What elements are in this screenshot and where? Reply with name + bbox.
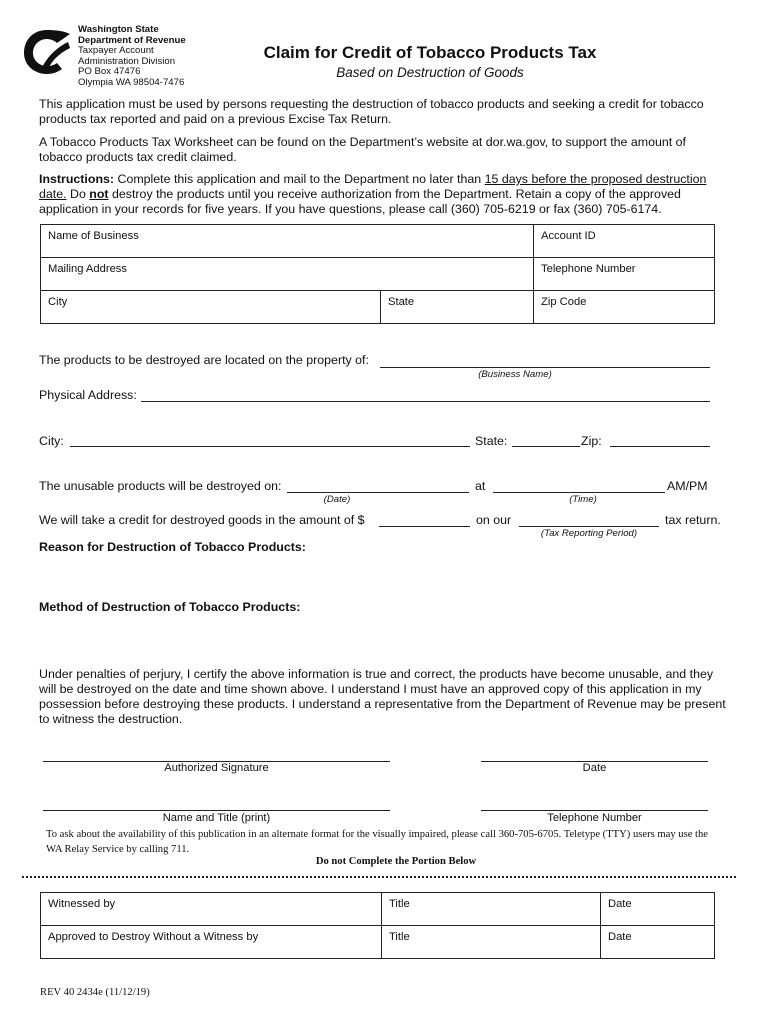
agency-state: Washington State: [78, 24, 159, 35]
method-heading: Method of Destruction of Tobacco Products:: [39, 600, 301, 614]
reason-heading: Reason for Destruction of Tobacco Products:: [39, 540, 306, 554]
destroy-date-field[interactable]: [287, 492, 469, 493]
instructions-text-3: destroy the products until you receive authorization from the Department. Retain a copy of the approved application in your records for five years. If you have questions, please call (360) 705-6219 or fax (360) 705-6174.: [39, 187, 681, 216]
mailing-address-cell[interactable]: [41, 258, 534, 291]
physical-address-field[interactable]: [141, 401, 710, 402]
instructions-paragraph: [39, 172, 729, 217]
intro-paragraph-1: This application must be used by persons requesting the destruction of tobacco products and seeking a credit for tobacco products tax reported and paid on a previous Excise Tax Return.: [39, 97, 704, 126]
business-name-caption: (Business Name): [478, 369, 552, 380]
agency-po-box: PO Box 47476: [78, 66, 141, 78]
approver-title-label: Title: [389, 931, 410, 943]
agency-division-1: Taxpayer Account: [78, 45, 154, 57]
signature-date-label: Date: [582, 762, 607, 774]
zip-code-label: Zip Code: [541, 296, 587, 308]
physical-address-label: Physical Address:: [39, 388, 137, 402]
form-number: REV 40 2434e (11/12/19): [40, 987, 150, 998]
approver-date-label: Date: [608, 931, 632, 943]
telephone-label: Telephone Number: [541, 263, 636, 275]
city-line-label: City:: [39, 434, 64, 448]
witnessed-by-label: Witnessed by: [48, 898, 116, 910]
instructions-not: not: [89, 187, 109, 201]
at-label: at: [475, 479, 486, 493]
city-field[interactable]: [70, 446, 470, 447]
property-of-label: The products to be destroyed are located on the property of:: [39, 353, 369, 367]
business-name-cell[interactable]: [41, 225, 534, 258]
account-id-label: Account ID: [541, 230, 596, 242]
tax-return-label: tax return.: [665, 513, 721, 527]
date-caption: (Date): [323, 494, 351, 505]
state-label: State: [388, 296, 415, 308]
agency-division-2: Administration Division: [78, 55, 176, 67]
destroy-time-field[interactable]: [493, 492, 665, 493]
approval-table: [40, 892, 715, 959]
telephone-cell[interactable]: [534, 258, 715, 291]
tax-period-field[interactable]: [519, 526, 659, 527]
zip-field[interactable]: [610, 446, 710, 447]
approved-by-label: Approved to Destroy Without a Witness by: [48, 931, 259, 943]
state-field[interactable]: [512, 446, 580, 447]
form-subtitle: Based on Destruction of Goods: [336, 65, 524, 80]
business-name-field[interactable]: [380, 367, 710, 368]
authorized-signature-label: Authorized Signature: [164, 762, 269, 774]
credit-amount-field[interactable]: [379, 526, 470, 527]
instructions-label: Instructions:: [39, 172, 115, 186]
business-name-label: Name of Business: [48, 230, 139, 242]
tax-period-caption: (Tax Reporting Period): [540, 528, 638, 539]
credit-amount-label: We will take a credit for destroyed goods in the amount of $: [39, 513, 365, 527]
telephone-line-label: Telephone Number: [547, 812, 642, 824]
dotted-divider: [22, 876, 736, 878]
state-line-label: State:: [475, 434, 508, 448]
witness-date-label: Date: [608, 898, 632, 910]
mailing-address-label: Mailing Address: [48, 263, 127, 275]
intro-paragraph-2: A Tobacco Products Tax Worksheet can be found on the Department’s website at dor.wa.gov, to support the amount of tobacco products tax credit claimed.: [39, 135, 686, 164]
form-title: Claim for Credit of Tobacco Products Tax: [263, 43, 597, 62]
witness-date-cell[interactable]: [601, 893, 715, 926]
instructions-text-1: Complete this application and mail to the Department no later than: [114, 172, 485, 186]
city-cell[interactable]: [41, 291, 381, 324]
account-id-cell[interactable]: [534, 225, 715, 258]
approver-title-cell[interactable]: [382, 926, 601, 959]
alternate-format-note: To ask about the availability of this publication in an alternate format for the visually impaired, please call 360-705-6705. Teletype (TTY) users may use the WA Relay Service by calling 711.: [46, 829, 708, 855]
instructions-deadline: 15 days before the proposed destruction date.: [39, 172, 707, 201]
certification-paragraph: Under penalties of perjury, I certify the above information is true and correct, the products have become unusable, and they will be destroyed on the date and time shown above. I understand I must have an approved copy of this application in my possession before destroying these products. I understand a representative from the Department of Revenue may be present to witness the destruction.: [39, 667, 726, 726]
approver-date-cell[interactable]: [601, 926, 715, 959]
business-info-table: [40, 224, 715, 324]
witnessed-by-cell[interactable]: [41, 893, 382, 926]
agency-city-zip: Olympia WA 98504-7476: [78, 76, 185, 88]
agency-department: Department of Revenue: [78, 34, 186, 46]
on-our-label: on our: [476, 513, 512, 527]
destroy-date-label: The unusable products will be destroyed on:: [39, 479, 282, 493]
time-caption: (Time): [569, 494, 597, 505]
city-label: City: [48, 296, 68, 308]
name-title-line[interactable]: [43, 810, 390, 811]
zip-code-cell[interactable]: [534, 291, 715, 324]
zip-line-label: Zip:: [581, 434, 602, 448]
witness-title-label: Title: [389, 898, 410, 910]
telephone-line[interactable]: [481, 810, 708, 811]
agency-address: [78, 25, 186, 89]
state-cell[interactable]: [381, 291, 534, 324]
dor-logo-icon: [22, 28, 72, 76]
do-not-complete-note: Do not Complete the Portion Below: [315, 856, 477, 867]
name-title-label: Name and Title (print): [162, 812, 271, 824]
instructions-text-2: Do: [66, 187, 90, 201]
approved-by-cell[interactable]: [41, 926, 382, 959]
witness-title-cell[interactable]: [382, 893, 601, 926]
ampm-label: AM/PM: [667, 479, 708, 493]
